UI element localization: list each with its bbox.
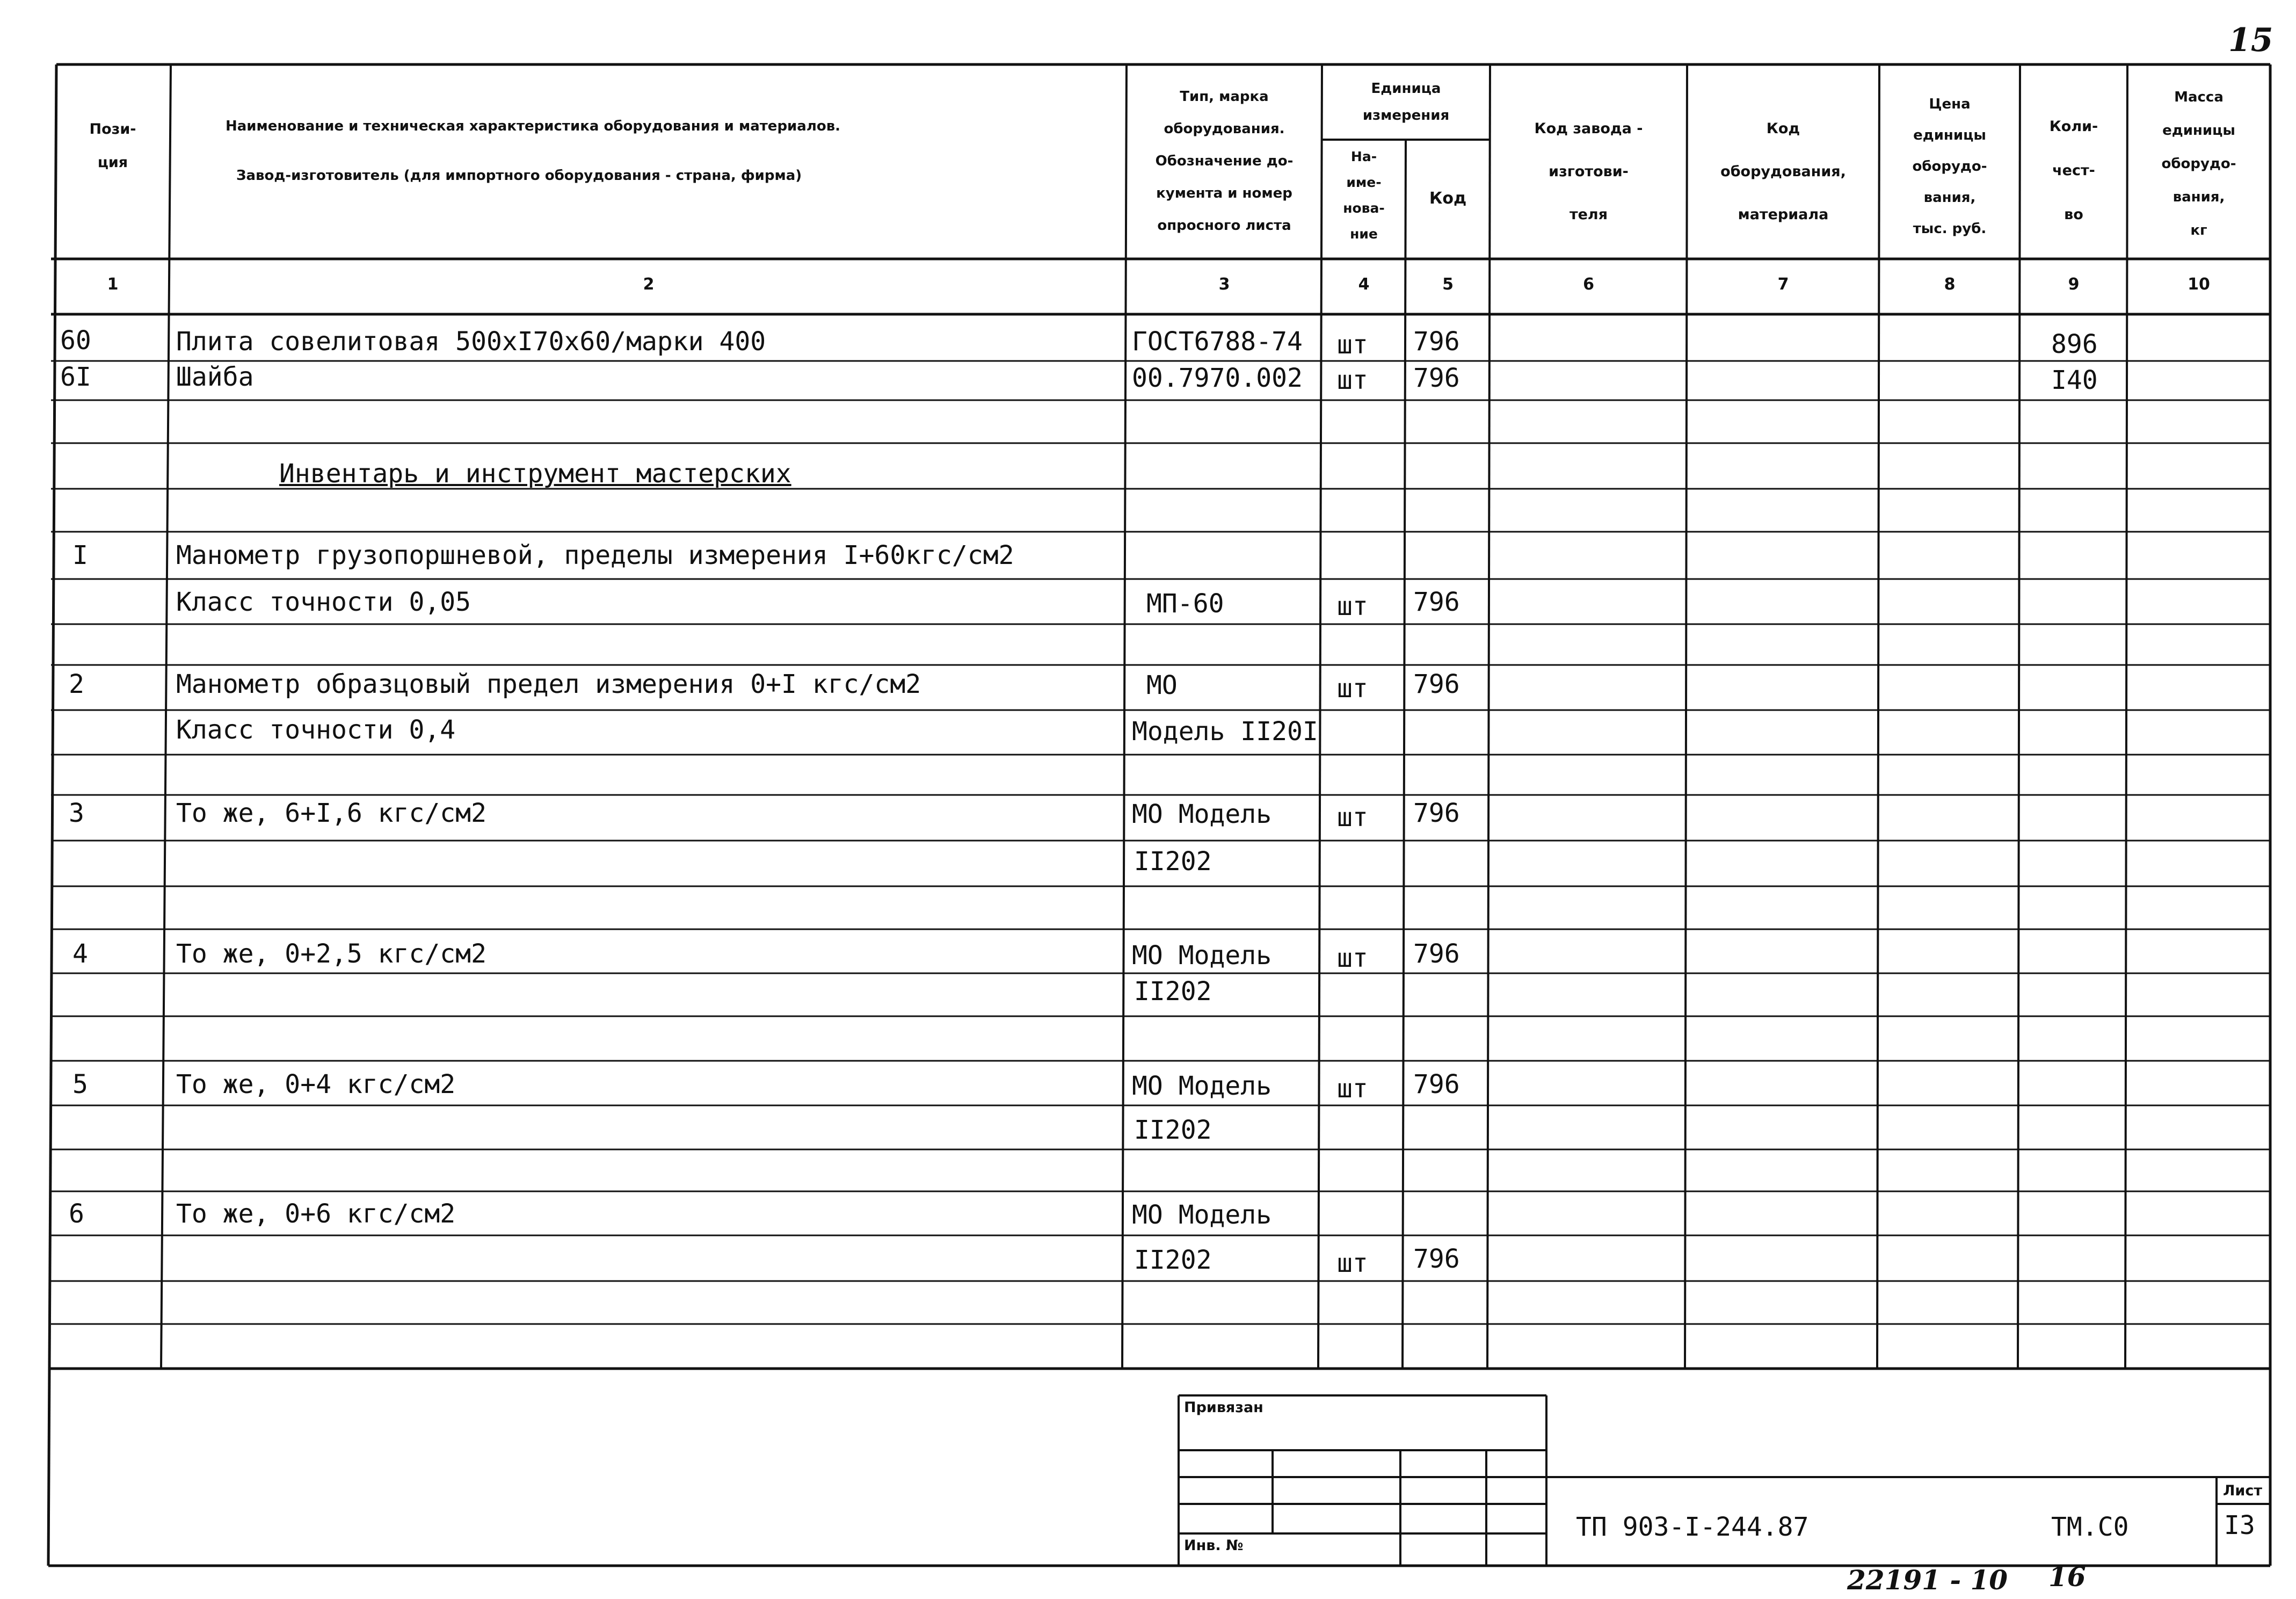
row-unit-code: 796 xyxy=(1413,1069,1460,1099)
stamp-designation: ТП 903-I-244.87 xyxy=(1576,1512,1809,1542)
column-number: 2 xyxy=(643,275,655,294)
row-type: МО xyxy=(1146,670,1178,700)
row-name: То же, 0+4 кгс/см2 xyxy=(176,1069,456,1099)
row-unit-code: 796 xyxy=(1413,363,1460,393)
row-name: То же, 0+6 кгс/см2 xyxy=(176,1199,456,1229)
row-type: Модель II20I xyxy=(1132,717,1318,747)
page-number: 15 xyxy=(2228,21,2273,59)
column-number: 1 xyxy=(107,275,119,294)
column-number: 10 xyxy=(2188,275,2210,294)
header-equipment-code: Код оборудования, материала xyxy=(1720,120,1846,223)
stamp-sheet-label: Лист xyxy=(2223,1482,2262,1499)
stamp-privyazan: Привязан xyxy=(1184,1399,1263,1416)
row-type: МО Модель xyxy=(1132,940,1272,971)
row-name: То же, 6+I,6 кгс/см2 xyxy=(176,798,486,828)
row-name: Шайба xyxy=(176,362,254,392)
row-position: 3 xyxy=(69,798,84,828)
header-unit-name: На- име- нова- ние xyxy=(1343,149,1385,242)
row-unit: шт xyxy=(1337,330,1368,360)
row-type: МО Модель xyxy=(1132,1200,1272,1230)
row-position: 6 xyxy=(69,1199,84,1229)
row-position: 60 xyxy=(60,325,91,356)
header-position: Пози- ция xyxy=(89,121,136,171)
footer-number: 22191 - 10 xyxy=(1847,1564,2008,1596)
column-number: 6 xyxy=(1583,275,1594,294)
row-type: ГОСТ6788-74 xyxy=(1132,327,1303,357)
header-unit-group: Единица измерения xyxy=(1362,81,1450,124)
row-unit: шт xyxy=(1337,1248,1368,1278)
row-quantity: I40 xyxy=(2051,365,2098,395)
row-unit-code: 796 xyxy=(1413,1244,1460,1274)
header-mass: Масса единицы оборудо- вания, кг xyxy=(2161,89,2236,238)
row-type: II202 xyxy=(1134,1245,1212,1275)
row-type: 00.7970.002 xyxy=(1132,363,1303,393)
row-type: МО Модель xyxy=(1132,1071,1272,1101)
row-name: То же, 0+2,5 кгс/см2 xyxy=(176,939,486,969)
row-position: 5 xyxy=(72,1069,88,1099)
header-factory-code: Код завода - изготови- теля xyxy=(1534,120,1643,223)
row-type: II202 xyxy=(1134,1115,1212,1145)
row-type: МП-60 xyxy=(1146,589,1224,619)
header-quantity: Коли- чест- во xyxy=(2049,118,2098,223)
row-unit: шт xyxy=(1337,802,1368,833)
row-unit-code: 796 xyxy=(1413,587,1460,617)
column-number: 7 xyxy=(1777,275,1789,294)
row-unit: шт xyxy=(1337,1074,1368,1104)
row-unit: шт xyxy=(1337,674,1368,704)
header-name-line1: Наименование и техническая характеристика оборудования и материалов. xyxy=(226,118,841,134)
stamp-sheet-number: I3 xyxy=(2224,1510,2255,1540)
row-name: Плита совелитовая 500хI70х60/марки 400 xyxy=(176,327,766,357)
column-number: 3 xyxy=(1218,275,1230,294)
row-unit: шт xyxy=(1337,365,1368,395)
row-name: Класс точности 0,4 xyxy=(176,715,456,745)
header-type: Тип, марка оборудования. Обозначение до- кумента и номер опросного листа xyxy=(1155,89,1294,234)
row-type: II202 xyxy=(1134,846,1212,877)
row-unit-code: 796 xyxy=(1413,669,1460,699)
row-unit-code: 796 xyxy=(1413,798,1460,828)
row-name: Класс точности 0,05 xyxy=(176,587,471,617)
row-name: Манометр образцовый предел измерения 0+I кгс/см2 xyxy=(176,669,921,699)
header-unit-code: Код xyxy=(1429,189,1467,208)
row-position: 6I xyxy=(60,362,91,392)
row-unit: шт xyxy=(1337,591,1368,621)
row-unit-code: 796 xyxy=(1413,939,1460,969)
row-type: МО Модель xyxy=(1132,799,1272,829)
section-heading: Инвентарь и инструмент мастерских xyxy=(279,459,791,489)
header-name-line2: Завод-изготовитель (для импортного оборудования - страна, фирма) xyxy=(236,168,802,184)
column-number: 8 xyxy=(1944,275,1956,294)
row-quantity: 896 xyxy=(2051,329,2098,359)
column-number: 4 xyxy=(1358,275,1370,294)
stamp-inv: Инв. № xyxy=(1184,1537,1244,1554)
row-position: 4 xyxy=(72,939,88,969)
column-number: 5 xyxy=(1442,275,1454,294)
row-position: 2 xyxy=(69,669,84,699)
row-position: I xyxy=(72,540,88,570)
row-type: II202 xyxy=(1134,976,1212,1007)
stamp-code: ТМ.С0 xyxy=(2051,1512,2129,1542)
row-unit: шт xyxy=(1337,943,1368,973)
row-unit-code: 796 xyxy=(1413,327,1460,357)
footer-page: 16 xyxy=(2048,1561,2086,1593)
row-name: Манометр грузопоршневой, пределы измерения I+60кгс/см2 xyxy=(176,540,1014,570)
column-number: 9 xyxy=(2068,275,2080,294)
header-price: Цена единицы оборудо- вания, тыс. руб. xyxy=(1912,96,1987,237)
